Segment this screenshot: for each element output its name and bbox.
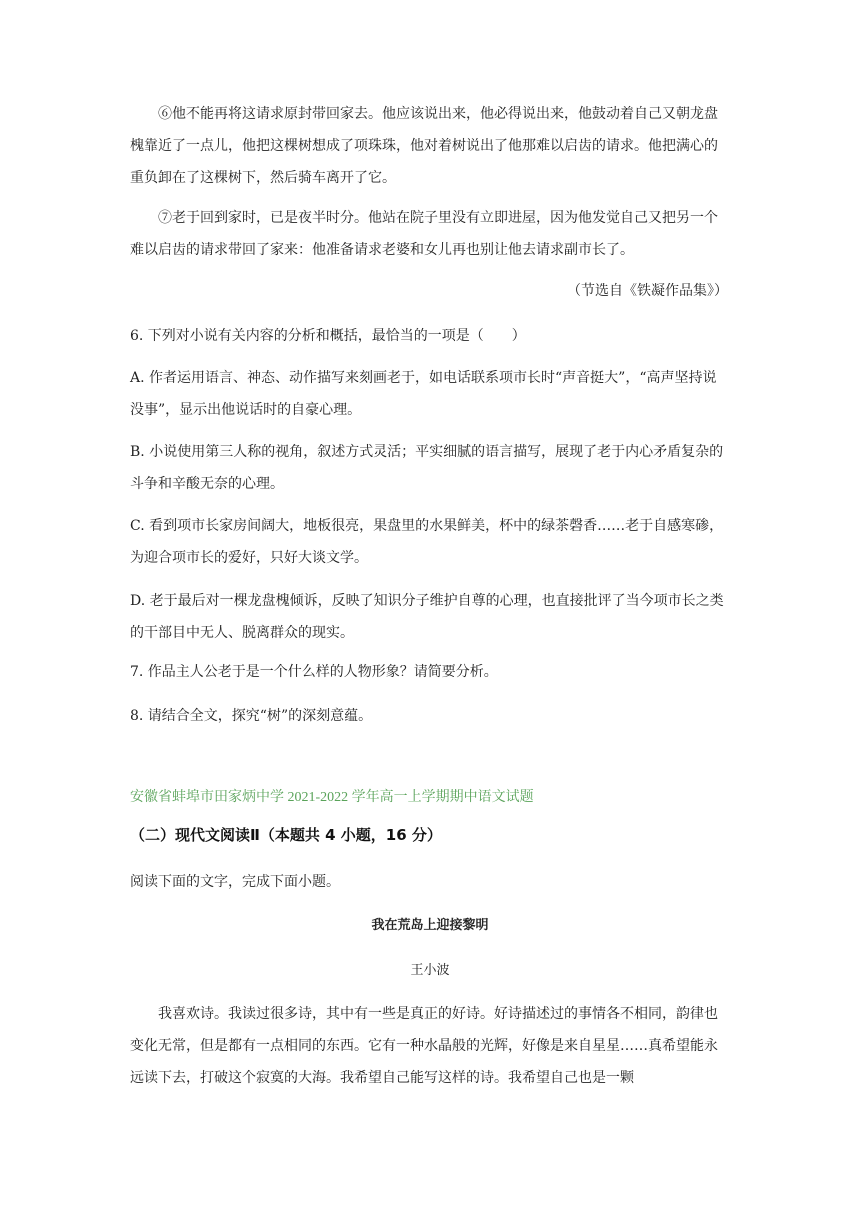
option-b: B. 小说使用第三人称的视角，叙述方式灵活；平实细腻的语言描写，展现了老于内心矛盾复杂的斗争和辛酸无奈的心理。	[130, 444, 724, 492]
question-7: 7. 作品主人公老于是一个什么样的人物形象？请简要分析。	[130, 664, 498, 680]
option-d: D. 老于最后对一棵龙盘槐倾诉，反映了知识分子维护自尊的心理，也直接批评了当今项市长之类的干部目中无人、脱离群众的现实。	[130, 593, 724, 641]
article-author: 王小波	[410, 963, 450, 978]
article-paragraph-1: 我喜欢诗。我读过很多诗，其中有一些是真正的好诗。好诗描述过的事情各不相同，韵律也变化无常，但是都有一点相同的东西。它有一种水晶般的光辉，好像是来自星星……真希望能永远读下去，打破这个寂寞的大海。我希望自己能写这样的诗。我希望自己也是一颗	[130, 1006, 718, 1086]
article-title: 我在荒岛上迎接黎明	[371, 918, 489, 933]
story-paragraph-7: ⑦老于回到家时，已是夜半时分。他站在院子里没有立即进屋，因为他发觉自己又把另一个难以启齿的请求带回了家来：他准备请求老婆和女儿再也别让他去请求副市长了。	[130, 210, 718, 258]
option-a: A. 作者运用语言、神态、动作描写来刻画老于，如电话联系项市长时“声音挺大”，“高声坚持说没事”，显示出他说话时的自豪心理。	[130, 370, 717, 418]
source-citation: （节选自《铁凝作品集》）	[567, 283, 728, 299]
exam-source-link[interactable]: 安徽省蚌埠市田家炳中学 2021-2022 学年高一上学期期中语文试题	[130, 790, 534, 805]
reading-instruction: 阅读下面的文字，完成下面小题。	[130, 874, 340, 890]
question-6: 6. 下列对小说有关内容的分析和概括，最恰当的一项是（ ）	[130, 328, 526, 344]
option-c: C. 看到项市长家房间阔大，地板很亮，果盘里的水果鲜美，杯中的绿茶磬香……老于自感寒碜，为迎合项市长的爱好，只好大谈文学。	[130, 518, 724, 566]
question-8: 8. 请结合全文，探究“树”的深刻意蕴。	[130, 708, 373, 724]
section-heading: （二）现代文阅读Ⅱ（本题共 4 小题，16 分）	[130, 826, 442, 844]
story-paragraph-6: ⑥他不能再将这请求原封带回家去。他应该说出来，他必得说出来，他鼓动着自己又朝龙盘槐靠近了一点儿，他把这棵树想成了项珠珠，他对着树说出了他那难以启齿的请求。他把满心的重负卸在了这棵树下，然后骑车离开了它。	[130, 106, 718, 186]
